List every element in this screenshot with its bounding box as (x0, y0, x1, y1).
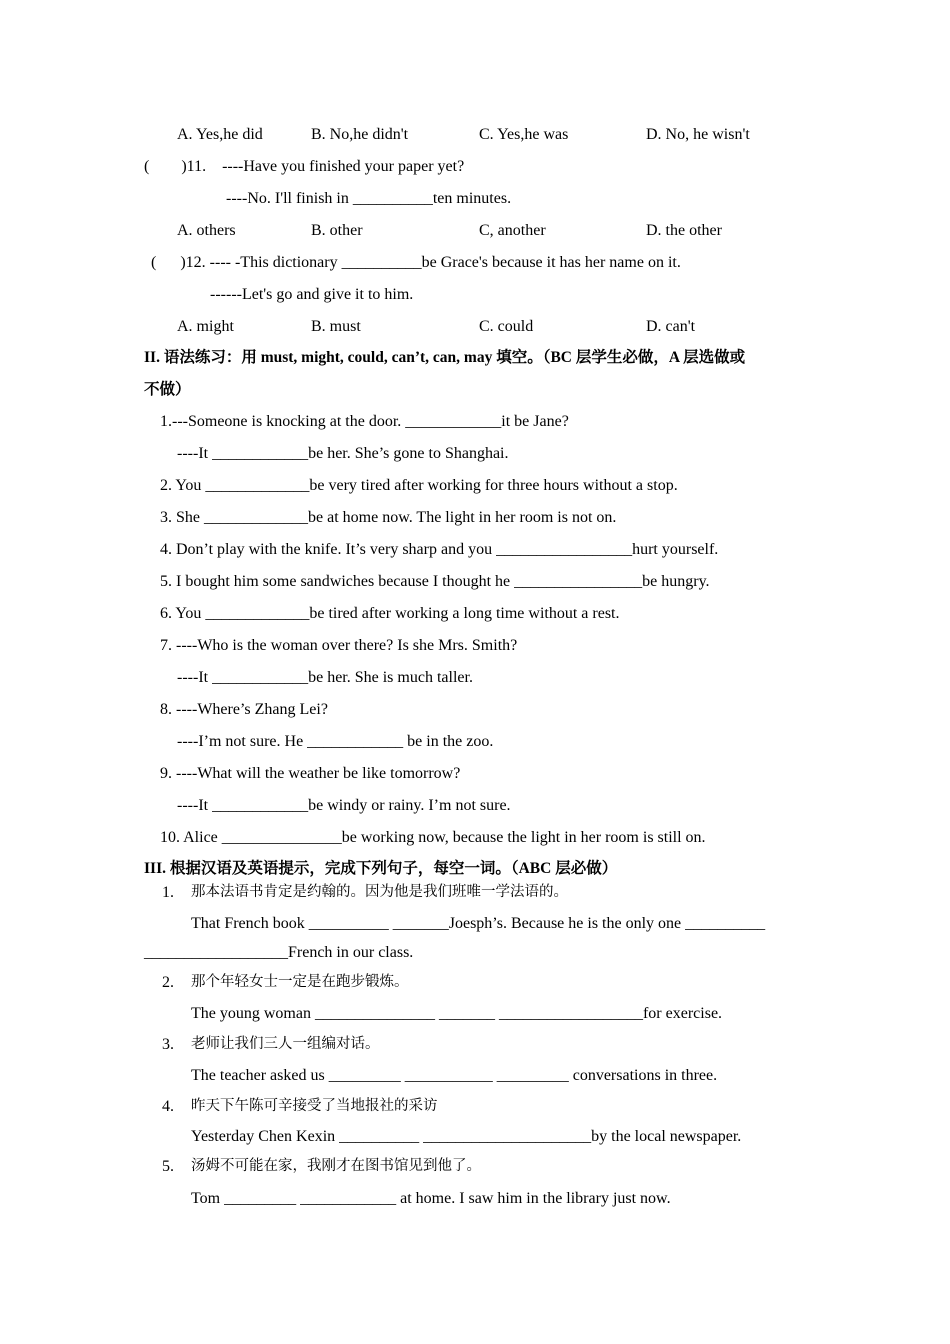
ii-item-10: 10. Alice _______________be working now, because the light in her room is still on. (160, 829, 706, 846)
iii-item-2-chinese: 那个年轻女士一定是在跑步锻炼。 (191, 974, 409, 990)
ii-item-9: 9. ----What will the weather be like tomorrow? (160, 765, 461, 782)
q11-option-b: B. other (311, 222, 363, 239)
q10-option-c: C. Yes,he was (479, 126, 569, 143)
iii-item-4-english: Yesterday Chen Kexin __________ _____________________by the local newspaper. (191, 1128, 742, 1145)
ii-item-8-reply: ----I’m not sure. He ____________ be in the zoo. (177, 733, 494, 750)
q10-option-a: A. Yes,he did (177, 126, 263, 143)
ii-item-9-reply: ----It ____________be windy or rainy. I’m not sure. (177, 797, 511, 814)
iii-item-3-chinese: 老师让我们三人一组编对话。 (191, 1036, 380, 1052)
q12-option-b: B. must (311, 318, 361, 335)
ii-item-5: 5. I bought him some sandwiches because I thought he ________________be hungry. (160, 573, 710, 590)
iii-item-1-chinese: 那本法语书肯定是约翰的。因为他是我们班唯一学法语的。 (191, 884, 568, 900)
iii-item-4-chinese: 昨天下午陈可辛接受了当地报社的采访 (191, 1098, 438, 1114)
ii-item-2: 2. You _____________be very tired after working for three hours without a stop. (160, 477, 678, 494)
q12-option-c: C. could (479, 318, 534, 335)
q11-option-a: A. others (177, 222, 236, 239)
q10-option-d: D. No, he wisn't (646, 126, 750, 143)
iii-item-5-english: Tom _________ ____________ at home. I saw him in the library just now. (191, 1190, 671, 1207)
ii-item-7: 7. ----Who is the woman over there? Is she Mrs. Smith? (160, 637, 518, 654)
iii-item-2-english: The young woman _______________ _______ __________________for exercise. (191, 1005, 723, 1022)
q12-option-a: A. might (177, 318, 234, 335)
iii-item-1-number: 1. (162, 884, 174, 901)
q11-question: ( )11. ----Have you finished your paper yet? (144, 158, 465, 175)
q12-answer-line: ------Let's go and give it to him. (210, 286, 414, 303)
iii-item-4-number: 4. (162, 1098, 174, 1115)
iii-item-5-number: 5. (162, 1158, 174, 1175)
q11-answer-line: ----No. I'll finish in __________ten minutes. (226, 190, 512, 207)
section-ii-heading: II. 语法练习：用 must, might, could, can’t, can, may 填空。（BC 层学生必做，A 层选做或 (144, 349, 746, 366)
iii-item-5-chinese: 汤姆不可能在家，我刚才在图书馆见到他了。 (191, 1158, 481, 1174)
iii-item-3-number: 3. (162, 1036, 174, 1053)
ii-item-6: 6. You _____________be tired after working a long time without a rest. (160, 605, 620, 622)
ii-item-1: 1.---Someone is knocking at the door. ____________it be Jane? (160, 413, 569, 430)
q12-question: ( )12. ---- -This dictionary __________be Grace's because it has her name on it. (151, 254, 681, 271)
iii-item-1-english-cont: __________________French in our class. (144, 944, 414, 961)
ii-item-4: 4. Don’t play with the knife. It’s very sharp and you _________________hurt yourself. (160, 541, 719, 558)
ii-item-8: 8. ----Where’s Zhang Lei? (160, 701, 328, 718)
ii-item-3: 3. She _____________be at home now. The light in her room is not on. (160, 509, 617, 526)
q12-option-d: D. can't (646, 318, 696, 335)
section-ii-heading-cont: 不做） (144, 381, 191, 398)
ii-item-1-reply: ----It ____________be her. She’s gone to Shanghai. (177, 445, 509, 462)
section-iii-heading: III. 根据汉语及英语提示，完成下列句子，每空一词。（ABC 层必做） (144, 860, 618, 877)
q11-option-d: D. the other (646, 222, 722, 239)
q11-option-c: C, another (479, 222, 546, 239)
q10-option-b: B. No,he didn't (311, 126, 409, 143)
iii-item-2-number: 2. (162, 974, 174, 991)
ii-item-7-reply: ----It ____________be her. She is much taller. (177, 669, 473, 686)
iii-item-3-english: The teacher asked us _________ ___________ _________ conversations in three. (191, 1067, 718, 1084)
iii-item-1-english: That French book __________ _______Joesph’s. Because he is the only one __________ (191, 915, 766, 932)
